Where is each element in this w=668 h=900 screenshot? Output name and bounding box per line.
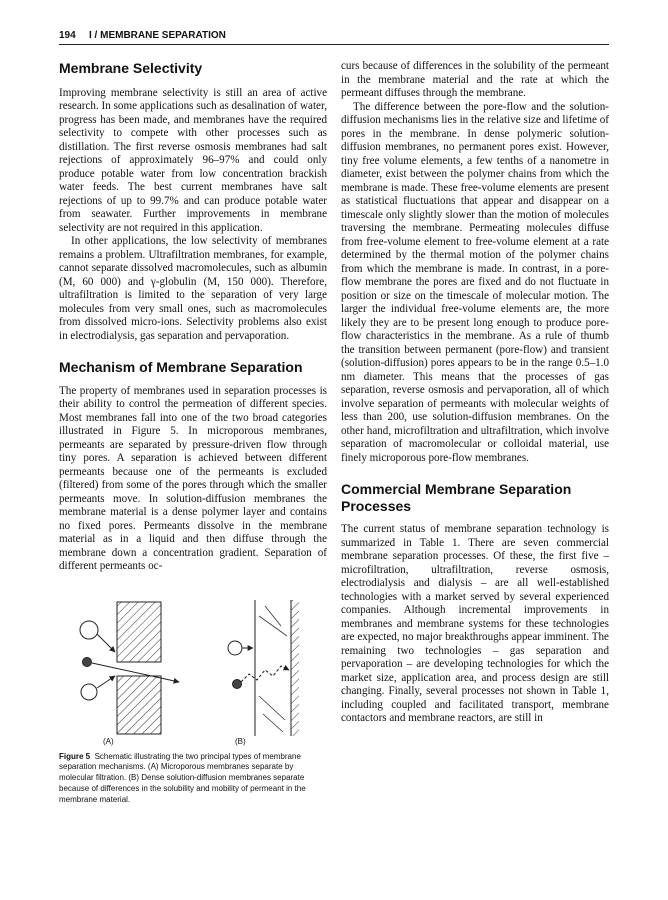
- panel-b-solution-diffusion: [228, 600, 299, 736]
- panel-label-b: (B): [235, 736, 246, 746]
- large-molecule: [81, 684, 97, 700]
- left-column: [59, 60, 327, 805]
- paragraph: The difference between the pore-flow and the solution-diffusion mechanisms lies in the relative size and lifetime of pores in the membrane. In dense polymeric solution-diffusion membranes, no permanent pores exist. However, tiny free volume elements, a few tenths of a nanometre in diameter, exist between the polymer chains from which the membrane is made. These free-volume elements are present as statistical fluctuations that appear and disappear on a timescale only slightly slower than the motion of molecules traversing the membrane. Permeating molecules diffuse from free-volume element to free-volume element at a rate determined by the thermal motion of the polymer chains from which the membrane is made. In contrast, in a pore-flow membrane the pores are fixed and do not fluctuate in position or size on the timescale of molecular motion. The larger the individual free-volume elements are, the more likely they are to be present long enough to produce pore-flow characteristics in the membrane. As a rule of thumb the transition between permanent (pore-flow) and transient (solution-diffusion) pores appears to be in the range 0.5–1.0 nm diameter. This means that the processes of gas separation, reverse osmosis and pervaporation, all of which involve separation of permeants with molecular weights of less than 200, use solution-diffusion membranes. On the other hand, microfiltration and ultrafiltration, which involve separation of macromolecular or colloidal material, use finely microporous pore-flow membranes.: [341, 100, 609, 464]
- rejected-path-arrow: [97, 676, 115, 688]
- figure-caption: [59, 752, 327, 806]
- figure-5: [59, 596, 327, 806]
- caption-text: Schematic illustrating the two principal types of membrane separation mechanisms. (A) Microporous membranes separate by molecular filtration. (B) Dense solution-diffusion membranes separate because of differences in the solubility and mobility of permeant in the membrane material.: [59, 751, 306, 804]
- large-molecule: [80, 621, 98, 639]
- paragraph: In other applications, the low selectivity of membranes remains a problem. Ultrafiltration membranes, for example, cannot separate dissolved macromolecules, such as albumin (M, 60 000) and γ-globulin (M, 150 000). Therefore, ultrafiltration is limited to the separation of very large molecules from very small ones, such as macromolecules from dissolved micro-ions. Selectivity problems also exist in electrodialysis, gas separation and pervaporation.: [59, 235, 327, 342]
- membrane-block-lower: [117, 676, 161, 734]
- header-rule: [59, 44, 609, 45]
- permeant-molecule: [233, 679, 242, 688]
- membrane-mechanism-diagram: [59, 596, 327, 746]
- permeant-molecule: [228, 641, 242, 655]
- page-number: 194: [59, 30, 76, 41]
- paragraph: Improving membrane selectivity is still an area of active research. In some applications such as desalination of water, progress has been made, and membranes have the required selectivity to compete with other processes such as distillation. The first reverse osmosis membranes had salt rejections of approximately 96–97% and could only produce potable water from low concentration brackish water feeds. The best current membranes have salt rejections of up to 99.7% and can produce potable water from seawater. Further improvements in membrane selectivity are not required in this application.: [59, 86, 327, 234]
- panel-a-microporous: [80, 602, 179, 734]
- polymer-chains: [259, 606, 287, 732]
- panel-label-a: (A): [103, 736, 114, 746]
- caption-label: Figure 5: [59, 751, 91, 761]
- membrane-backing: [291, 600, 299, 736]
- section-heading-commercial: Commercial Membrane Separation Processes: [341, 481, 572, 514]
- right-column: [341, 60, 609, 726]
- section-heading-mechanism: Mechanism of Membrane Separation: [59, 359, 303, 375]
- paragraph: The current status of membrane separation technology is summarized in Table 1. There are seven commercial membrane separation processes. Of these, the first five – microfiltration, ultrafiltration, reverse osmosis, electrodialysis and dialysis – are all well-established technologies with a market served by several experienced companies. Although incremental improvements in membranes and membrane systems for these technologies are expected, no major breakthroughs appear imminent. The remaining two technologies – gas separation and pervaporation – are developing technologies for which the market size, application area, and process design are still changing. Finally, several processes not shown in Table 1, including coupled and facilitated transport, membrane contactors and membrane reactors, are still in: [341, 523, 609, 724]
- running-title: I / MEMBRANE SEPARATION: [89, 30, 226, 41]
- rejected-path-arrow: [97, 634, 115, 652]
- diffusion-path: [241, 666, 289, 682]
- paragraph: The property of membranes used in separation processes is their ability to control the permeation of different species. Most membranes fall into one of the two broad categories illustrated in Figure 5. In microporous membranes, permeants are separated by pressure-driven flow through tiny pores. A separation is achieved between different permeants because one of the permeants is excluded (filtered) from some of the pores through which the smaller permeants move. In solution-diffusion membranes the membrane material is a dense polymer layer and contains no fixed pores. Permeants dissolve in the membrane material as in a liquid and then diffuse through the membrane down a concentration gradient. Separation of different permeants oc-: [59, 384, 327, 572]
- membrane-block-upper: [117, 602, 161, 662]
- small-molecule: [83, 657, 92, 666]
- paragraph: curs because of differences in the solubility of the permeant in the membrane material and the rate at which the permeant diffuses through the membrane.: [341, 60, 609, 99]
- section-heading-membrane-selectivity: Membrane Selectivity: [59, 60, 203, 76]
